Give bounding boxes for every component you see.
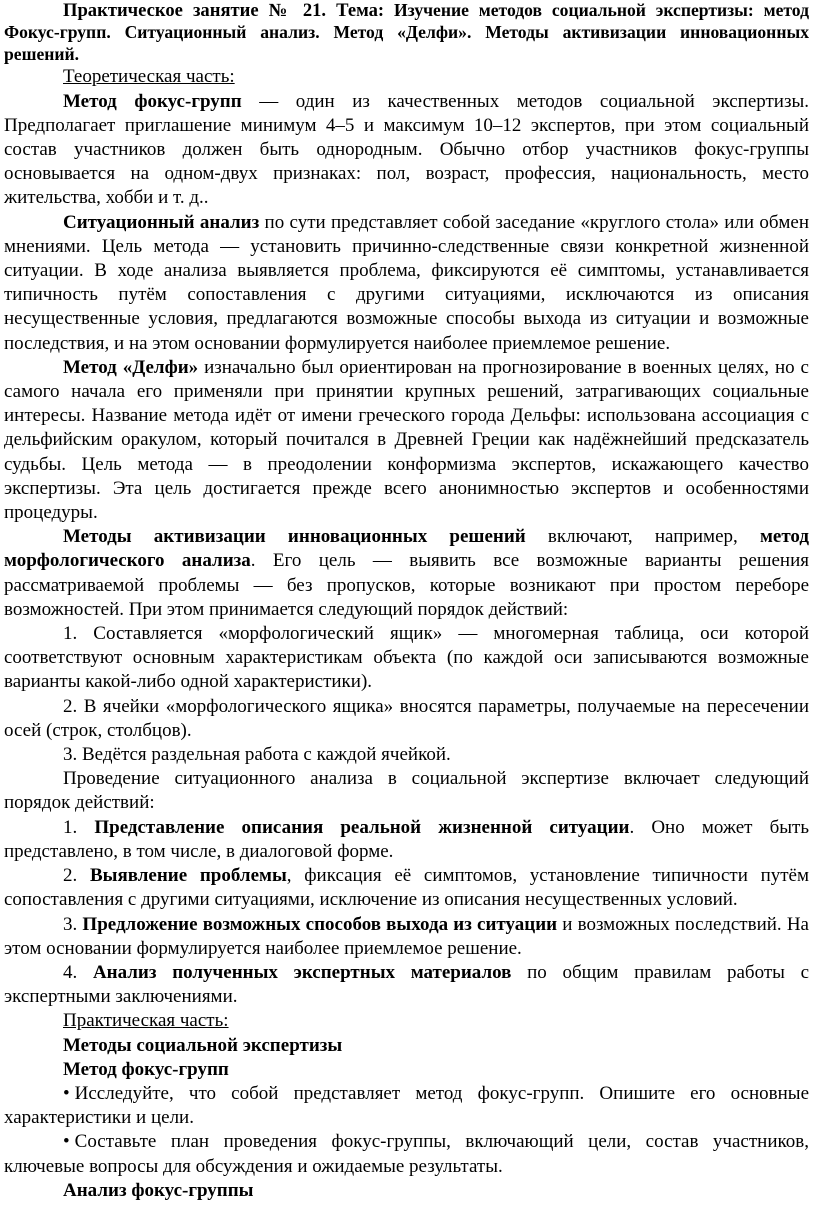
- step-number: 2.: [63, 865, 90, 887]
- bullet-icon: •: [63, 1082, 70, 1104]
- practice-section-label: Практическая часть:: [63, 1010, 229, 1032]
- practice-subsection-title: Метод фокус-групп: [63, 1058, 229, 1080]
- step-bold: Анализ полученных экспертных материалов: [92, 961, 512, 983]
- paragraph-focus-group: [4, 90, 809, 211]
- situational-step-4: [4, 961, 809, 1009]
- term-situational-analysis: Ситуационный анализ: [63, 211, 260, 233]
- step-number: 1.: [63, 816, 95, 838]
- step-number: 4.: [63, 961, 93, 983]
- next-section-title: Анализ фокус-группы: [63, 1179, 254, 1201]
- title-lead: Практическое занятие № 21. Тема:: [63, 0, 385, 21]
- task-text: Составьте план проведения фокус-группы, включающий цели, состав участников, ключевые вопросы для обсуждения и ожидаемые результаты.: [4, 1131, 809, 1177]
- bullet-icon: •: [63, 1131, 70, 1153]
- step-number: 3.: [63, 913, 83, 935]
- page-title: [4, 0, 809, 65]
- task-bullet-2: [4, 1130, 809, 1178]
- term-morphological-analysis: метод морфологического анализа: [4, 526, 809, 572]
- term-delphi: Метод «Делфи»: [63, 356, 199, 378]
- focus-group-text: — один из качественных методов социальной экспертизы. Предполагает приглашение минимум 4–5 и максимум 10–12 экспертов, при этом социальный состав участников должен быть однородным. Обычно отбор участников фокус-группы основывается на одном-двух признаках: пол, возраст, профессия, национальность, место жительства, хобби и т. д..: [4, 90, 809, 209]
- paragraph-delphi: [4, 356, 809, 525]
- innovation-text-b: . Его цель — выявить все возможные варианты решения рассматриваемой проблемы — без пропусков, которые возникают при простом переборе возможностей. При этом принимается следующий порядок действий:: [4, 550, 809, 620]
- morph-step-1: 1. Составляется «морфологический ящик» — многомерная таблица, оси которой соответствуют основным характеристикам объекта (по каждой оси записываются возможные варианты какой-либо одной характеристики).: [4, 623, 809, 693]
- step-bold: Представление описания реальной жизненной ситуации: [94, 816, 630, 838]
- situational-step-1: [4, 816, 809, 864]
- delphi-text: изначально был ориентирован на прогнозирование в военных целях, но с самого начала его применяли при принятии крупных решений, затрагивающих социальные интересы. Название метода идёт от имени греческого города Дельфы: использована ассоциация с дельфийским оракулом, который почитался в Древней Греции как надёжнейший предсказатель судьбы. Цель метода — в преодолении конформизма экспертов, искажающего качество экспертизы. Эта цель достигается прежде всего анонимностью экспертов и особенностями процедуры.: [4, 356, 809, 524]
- theory-section-label: Теоретическая часть:: [63, 66, 235, 88]
- term-focus-group: Метод фокус-групп: [63, 90, 242, 112]
- morph-step-3: 3. Ведётся раздельная работа с каждой ячейкой.: [63, 744, 451, 766]
- paragraph-innovation-methods: [4, 525, 809, 622]
- situational-analysis-text: по сути представляет собой заседание «круглого стола» или обмен мнениями. Цель метода — установить причинно-следственные связи конкретной жизненной ситуации. В ходе анализа выявляется проблема, фиксируются её симптомы, устанавливается типичность путём сопоставления с другими ситуациями, исключаются из описания несущественные условия, предлагаются возможные способы выхода из ситуации и возможные последствия, и на этом основании формулируется наиболее приемлемое решение.: [4, 211, 809, 354]
- task-text: Исследуйте, что собой представляет метод фокус-групп. Опишите его основные характеристики и цели.: [4, 1082, 809, 1129]
- morph-step-2: 2. В ячейки «морфологического ящика» вносятся параметры, получаемые на пересечении осей (строк, столбцов).: [4, 695, 809, 741]
- step-rest: , фиксация её симптомов, установление типичности путём сопоставления с другими ситуациями, исключение из описания несущественных условий.: [4, 865, 809, 911]
- innovation-text-a: включают, например,: [525, 526, 760, 548]
- paragraph-situational-analysis: [4, 211, 809, 356]
- step-bold: Предложение возможных способов выхода из ситуации: [82, 913, 558, 935]
- situational-step-2: [4, 864, 809, 912]
- situational-step-3: [4, 913, 809, 961]
- practice-section-title: Методы социальной экспертизы: [63, 1034, 343, 1056]
- step-bold: Выявление проблемы: [89, 865, 287, 887]
- step-rest: и возможных последствий. На этом основании формулируется наиболее приемлемое решение.: [4, 913, 809, 959]
- step-rest: по общим правилам работы с экспертными заключениями.: [4, 961, 810, 1008]
- situational-steps-intro: Проведение ситуационного анализа в социальной экспертизе включает следующий порядок действий:: [4, 768, 809, 814]
- step-rest: . Оно может быть представлено, в том числе, в диалоговой форме.: [4, 816, 809, 862]
- task-bullet-1: [4, 1082, 809, 1130]
- term-innovation-methods: Методы активизации инновационных решений: [63, 526, 526, 548]
- title-topic: Изучение методов социальной экспертизы: метод Фокус-групп. Ситуационный анализ. Метод «Делфи». Методы активизации инновационных решений.: [4, 0, 809, 64]
